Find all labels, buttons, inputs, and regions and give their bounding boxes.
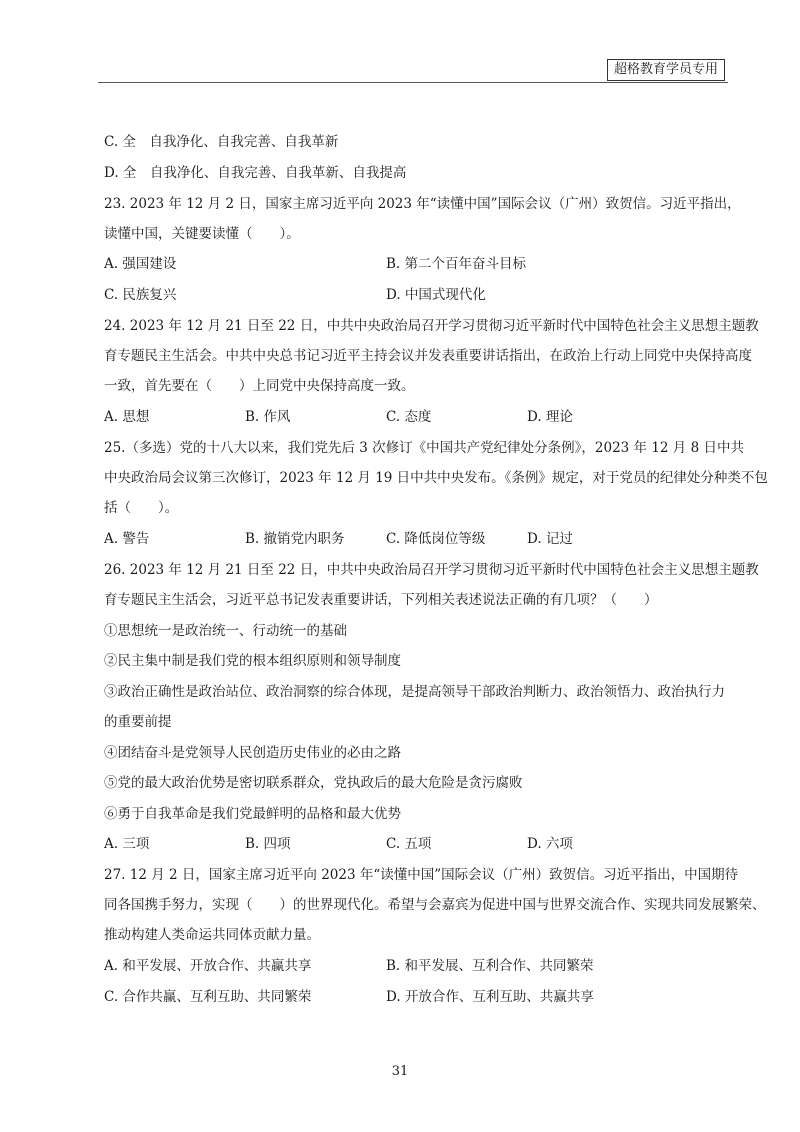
header-stamp: 超格教育学员专用 [607,59,725,81]
q26-statement-1: ①思想统一是政治统一、行动统一的基础 [104,623,347,639]
q23-option-a: A. 强国建设 [104,256,177,272]
q24-option-d: D. 理论 [527,409,573,425]
q22-option-d: D. 全 自我净化、自我完善、自我革新、自我提高 [104,165,407,181]
q25-option-b: B. 撤销党内职务 [245,531,345,547]
q26-statement-3a: ③政治正确性是政治站位、政治洞察的综合体现，是提高领导干部政治判断力、政治领悟力、政治执行力 [104,684,725,700]
q26-option-d: D. 六项 [527,836,573,852]
q24-text-line2: 育专题民主生活会。中共中央总书记习近平主持会议并发表重要讲话指出，在政治上行动上同党中央保持高度 [104,348,752,364]
q23-option-b: B. 第二个百年奋斗目标 [386,256,527,272]
q24-option-c: C. 态度 [386,409,432,425]
q27-option-b: B. 和平发展、互利合作、共同繁荣 [386,958,594,974]
q27-option-a: A. 和平发展、开放合作、共赢共享 [104,958,312,974]
q25-text-line2: 中央政治局会议第三次修订，2023 年 12 月 19 日中共中央发布。《条例》规定，对于党员的纪律处分种类不包 [104,470,768,486]
q25-text-line1: 25.（多选）党的十八大以来，我们党先后 3 次修订《中国共产党纪律处分条例》，2023 年 12 月 8 日中共 [104,440,744,456]
q26-option-a: A. 三项 [104,836,150,852]
q26-option-b: B. 四项 [245,836,291,852]
q24-option-b: B. 作风 [245,409,291,425]
q23-option-c: C. 民族复兴 [104,287,177,303]
header-rule [98,82,728,83]
q26-option-c: C. 五项 [386,836,432,852]
q26-text-line1: 26. 2023 年 12 月 21 日至 22 日，中共中央政治局召开学习贯彻习近平新时代中国特色社会主义思想主题教 [104,562,759,578]
q23-option-d: D. 中国式现代化 [386,287,486,303]
q25-text-line3: 括（ ）。 [104,500,179,516]
page-number: 31 [391,1064,409,1079]
q27-text-line3: 推动构建人类命运共同体贡献力量。 [104,927,320,943]
q27-option-d: D. 开放合作、互利互助、共赢共享 [386,989,594,1005]
q25-option-a: A. 警告 [104,531,150,547]
q24-text-line3: 一致，首先要在（ ）上同党中央保持高度一致。 [104,378,415,394]
q26-statement-6: ⑥勇于自我革命是我们党最鲜明的品格和最大优势 [104,806,401,822]
q24-text-line1: 24. 2023 年 12 月 21 日至 22 日，中共中央政治局召开学习贯彻习近平新时代中国特色社会主义思想主题教 [104,318,759,334]
q23-text-line1: 23. 2023 年 12 月 2 日，国家主席习近平向 2023 年“读懂中国”国际会议（广州）致贺信。习近平指出， [104,196,741,212]
q22-option-c: C. 全 自我净化、自我完善、自我革新 [104,134,339,150]
q26-statement-3b: 的重要前提 [104,714,172,730]
q26-statement-4: ④团结奋斗是党领导人民创造历史伟业的必由之路 [104,745,401,761]
q25-option-d: D. 记过 [527,531,573,547]
q27-text-line1: 27. 12 月 2 日，国家主席习近平向 2023 年“读懂中国”国际会议（广州）致贺信。习近平指出，中国期待 [104,867,739,883]
q26-statement-2: ②民主集中制是我们党的根本组织原则和领导制度 [104,653,401,669]
q26-statement-5: ⑤党的最大政治优势是密切联系群众，党执政后的最大危险是贪污腐败 [104,775,523,791]
q23-text-line2: 读懂中国，关键要读懂（ ）。 [104,226,300,242]
q24-option-a: A. 思想 [104,409,150,425]
q27-text-line2: 同各国携手努力，实现（ ）的世界现代化。希望与会嘉宾为促进中国与世界交流合作、实现共同发展繁荣、 [104,897,766,913]
q27-option-c: C. 合作共赢、互利互助、共同繁荣 [104,989,312,1005]
q25-option-c: C. 降低岗位等级 [386,531,486,547]
q26-text-line2: 育专题民主生活会，习近平总书记发表重要讲话，下列相关表述说法正确的有几项？（ ） [104,592,658,608]
